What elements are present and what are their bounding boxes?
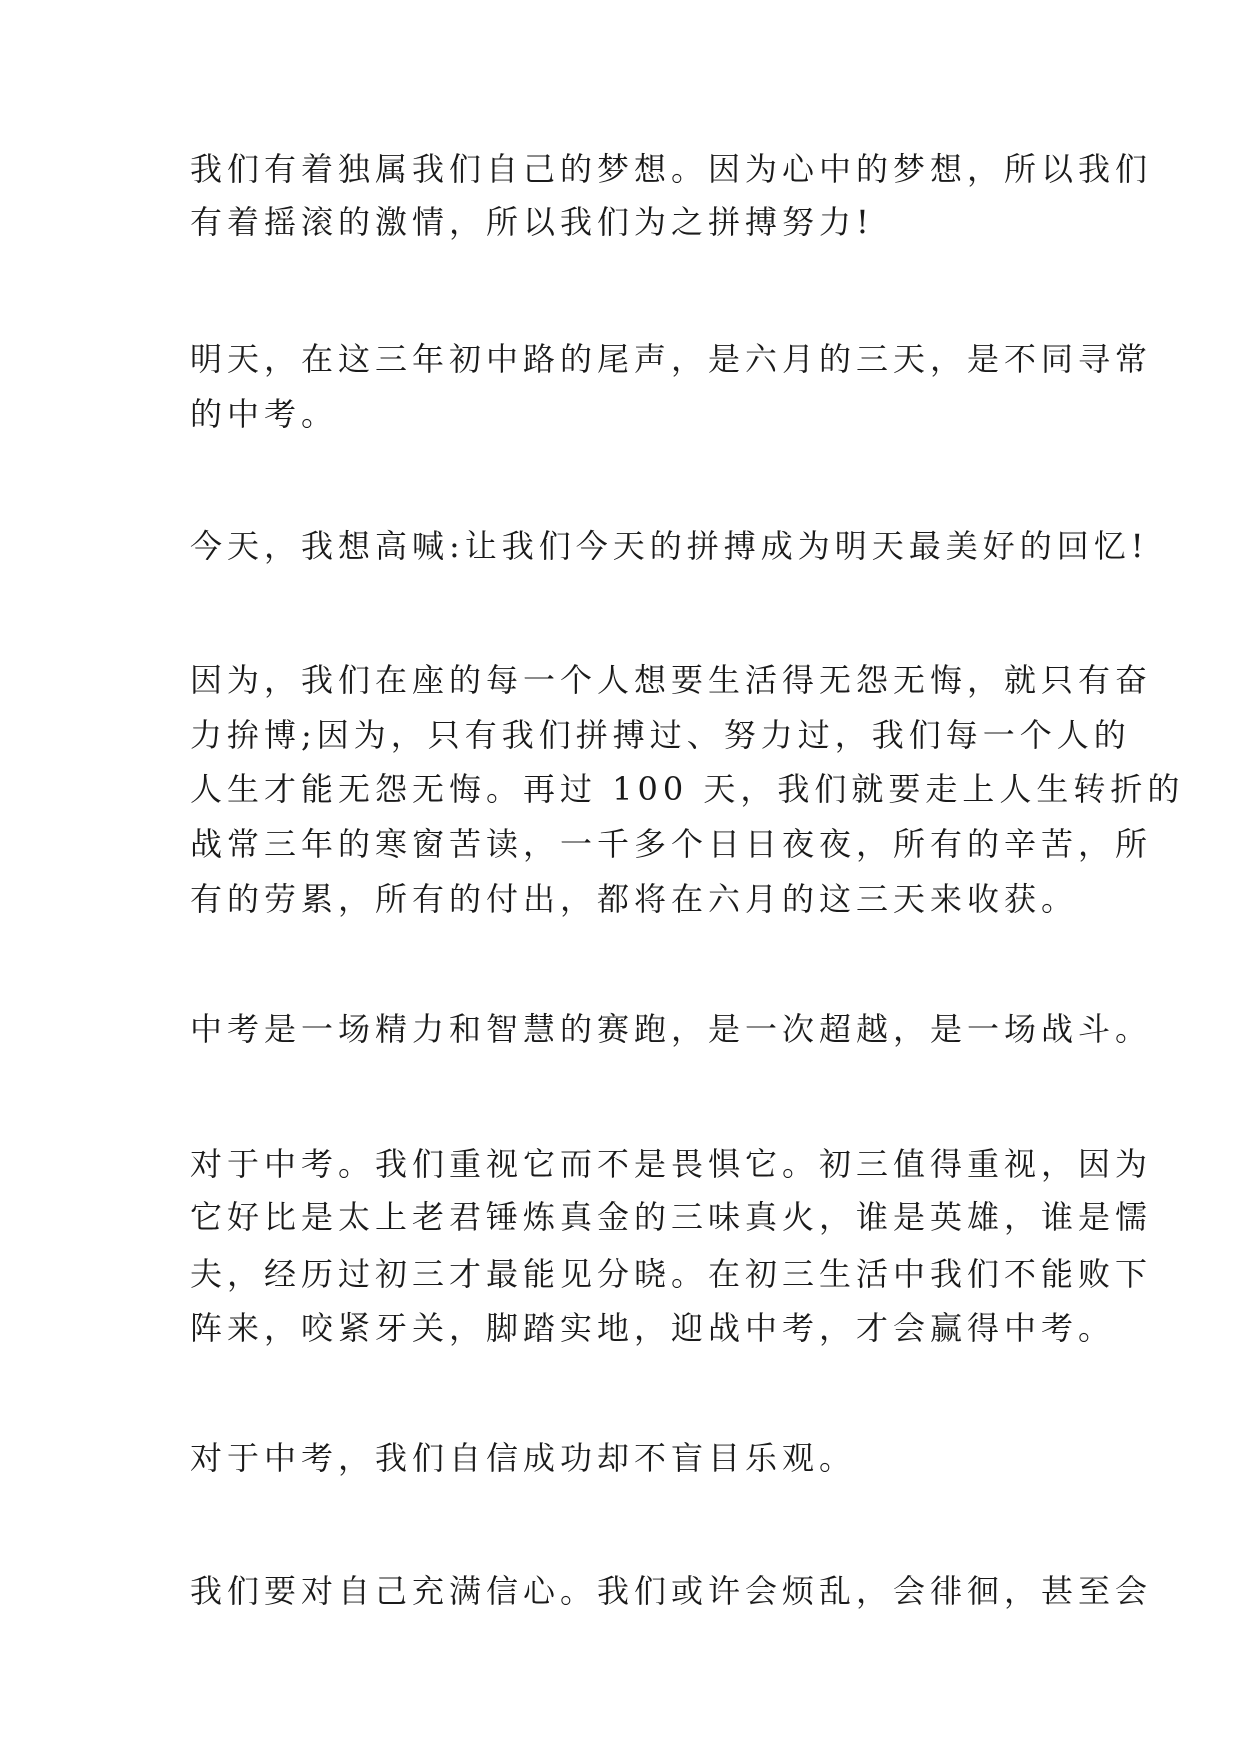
- paragraph-4-line-1: 因为，我们在座的每一个人想要生活得无怨无悔，就只有奋: [190, 661, 1153, 699]
- paragraph-4-line-5: 有的劳累，所有的付出，都将在六月的这三天来收获。: [190, 880, 1079, 918]
- paragraph-6-line-2: 它好比是太上老君锤炼真金的三味真火，谁是英雄，谁是懦: [190, 1198, 1153, 1236]
- paragraph-8-line-1: 我们要对自己充满信心。我们或许会烦乱，会徘徊，甚至会: [190, 1572, 1153, 1610]
- paragraph-1-line-1: 我们有着独属我们自己的梦想。因为心中的梦想，所以我们: [190, 150, 1153, 188]
- paragraph-6-line-1: 对于中考。我们重视它而不是畏惧它。初三值得重视，因为: [190, 1145, 1153, 1183]
- paragraph-7-line-1: 对于中考，我们自信成功却不盲目乐观。: [190, 1439, 857, 1477]
- paragraph-2-line-1: 明天，在这三年初中路的尾声，是六月的三天，是不同寻常: [190, 340, 1153, 378]
- paragraph-6-line-3: 夫，经历过初三才最能见分晓。在初三生活中我们不能败下: [190, 1255, 1153, 1293]
- paragraph-4-line-4: 战常三年的寒窗苦读，一千多个日日夜夜，所有的辛苦，所: [190, 825, 1153, 863]
- paragraph-4-line-2: 力拚博;因为，只有我们拼搏过、努力过，我们每一个人的: [190, 716, 1131, 754]
- paragraph-4-line-3: 人生才能无怨无悔。再过 100 天，我们就要走上人生转折的: [190, 770, 1185, 808]
- paragraph-6-line-4: 阵来，咬紧牙关，脚踏实地，迎战中考，才会赢得中考。: [190, 1309, 1116, 1347]
- paragraph-2-line-2: 的中考。: [190, 395, 339, 433]
- paragraph-1-line-2: 有着摇滚的激情，所以我们为之拼搏努力!: [190, 203, 874, 241]
- paragraph-3-line-1: 今天，我想高喊:让我们今天的拼搏成为明天最美好的回忆!: [190, 527, 1149, 565]
- paragraph-5-line-1: 中考是一场精力和智慧的赛跑，是一次超越，是一场战斗。: [190, 1010, 1153, 1048]
